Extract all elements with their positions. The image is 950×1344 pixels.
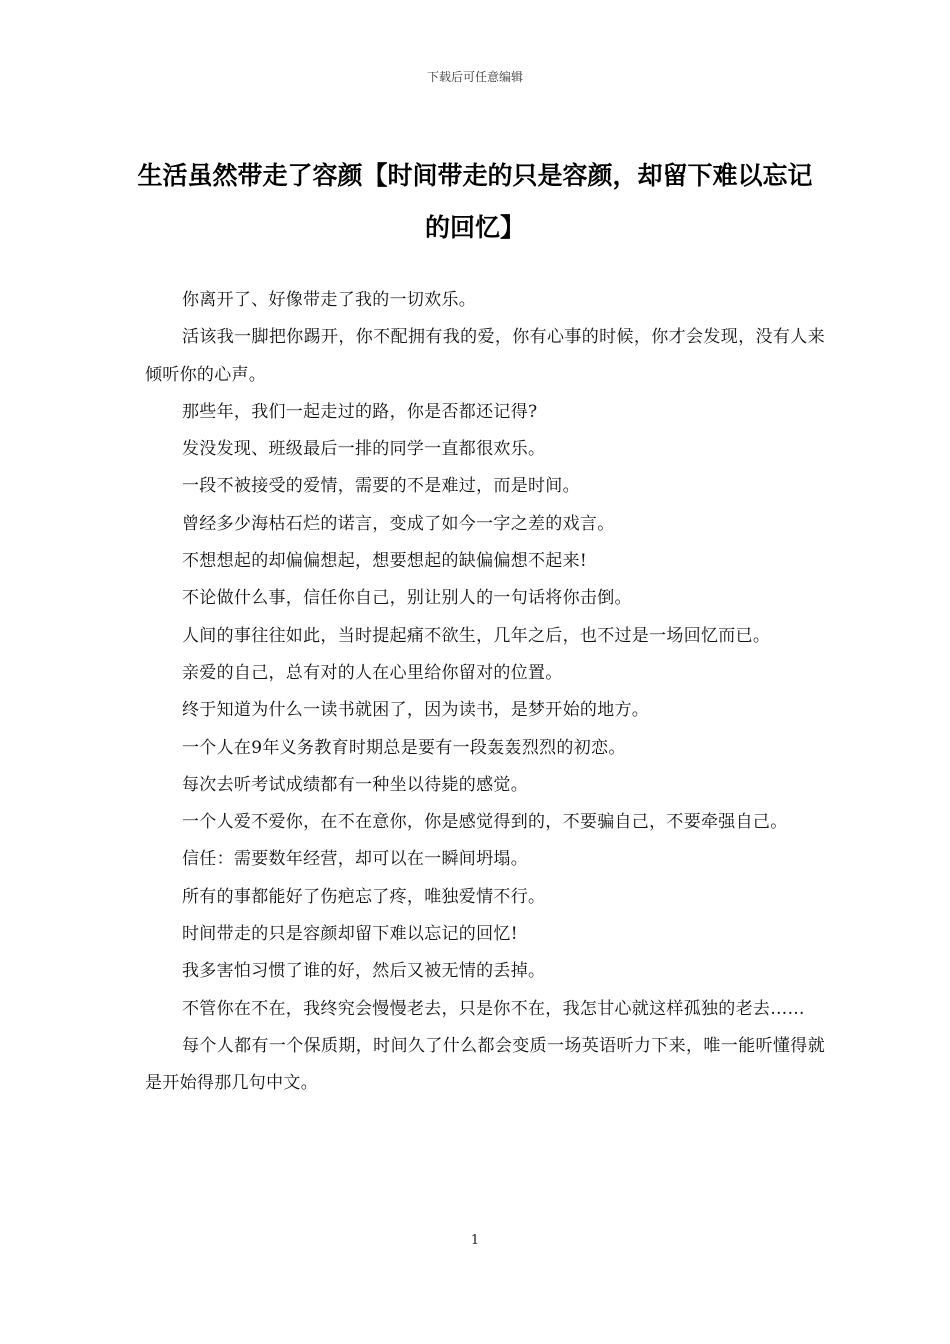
paragraph: 发没发现、班级最后一排的同学一直都很欢乐。	[182, 439, 546, 460]
document-title: 生活虽然带走了容颜【时间带走的只是容颜，却留下难以忘记的回忆】	[137, 161, 813, 242]
paragraph: 信任：需要数年经营，却可以在一瞬间坍塌。	[182, 849, 528, 870]
paragraph: 每个人都有一个保质期，时间久了什么都会变质一场英语听力下来，唯一能听懂得就是开始得那几句中文。	[145, 1035, 825, 1094]
paragraph: 不想想起的却偏偏想起，想要想起的缺偏偏想不起来!	[182, 551, 588, 572]
paragraph: 我多害怕习惯了谁的好，然后又被无情的丢掉。	[182, 961, 546, 982]
paragraph: 不论做什么事，信任你自己，别让别人的一句话将你击倒。	[182, 588, 632, 609]
paragraph: 活该我一脚把你踢开，你不配拥有我的爱，你有心事的时候，你才会发现，没有人来倾听你的心声。	[145, 327, 825, 385]
paragraph: 时间带走的只是容颜却留下难以忘记的回忆!	[182, 924, 518, 945]
paragraph: 那些年，我们一起走过的路，你是否都还记得?	[182, 401, 538, 422]
paragraph: 不管你在不在，我终究会慢慢老去，只是你不在，我怎甘心就这样孤独的老去……	[182, 998, 805, 1019]
paragraph: 每次去听考试成绩都有一种坐以待毙的感觉。	[182, 774, 528, 795]
paragraph: 一个人爱不爱你，在不在意你，你是感觉得到的，不要骗自己，不要牵强自己。	[182, 812, 788, 833]
document-body	[145, 282, 825, 1103]
paragraph: 人间的事往往如此，当时提起痛不欲生，几年之后，也不过是一场回忆而已。	[182, 625, 771, 646]
paragraph: 一个人在9年义务教育时期总是要有一段轰轰烈烈的初恋。	[182, 737, 626, 758]
paragraph: 所有的事都能好了伤疤忘了疼，唯独爱情不行。	[182, 886, 546, 907]
paragraph: 你离开了、好像带走了我的一切欢乐。	[182, 290, 477, 310]
paragraph: 曾经多少海枯石烂的诺言，变成了如今一字之差的戏言。	[182, 513, 615, 534]
page-number: 1	[470, 1233, 480, 1248]
paragraph: 一段不被接受的爱情，需要的不是难过，而是时间。	[182, 476, 580, 497]
paragraph: 终于知道为什么一读书就困了，因为读书，是梦开始的地方。	[182, 700, 650, 721]
paragraph: 亲爱的自己，总有对的人在心里给你留对的位置。	[182, 662, 563, 683]
page-header: 下载后可任意编辑	[426, 70, 523, 84]
